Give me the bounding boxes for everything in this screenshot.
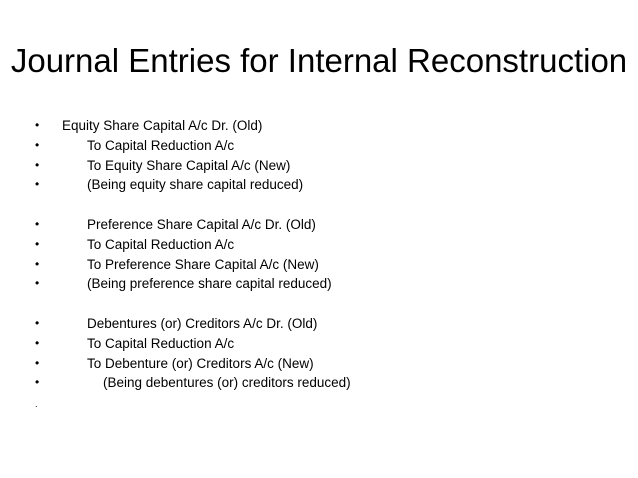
bullet-item (35, 373, 625, 393)
slide-title: Journal Entries for Internal Reconstruction (10, 42, 628, 79)
bullet-item (35, 116, 625, 136)
bullet-text: Equity Share Capital A/c Dr. (Old) (62, 118, 263, 133)
bullet-item (35, 136, 625, 156)
bullet-dot-icon: • (35, 335, 40, 350)
bullet-text: Preference Share Capital A/c Dr. (Old) (87, 216, 316, 232)
bullet-text: To Equity Share Capital A/c (New) (87, 157, 291, 173)
bullet-text: (Being equity share capital reduced) (87, 177, 304, 193)
bullet-dot-icon: • (35, 157, 40, 172)
bullet-text: To Capital Reduction A/c (87, 137, 235, 153)
bullet-dot-icon: • (35, 256, 40, 271)
bullet-dot-icon: • (35, 236, 40, 251)
bullet-item (35, 294, 625, 334)
bullet-text: Debentures (or) Creditors A/c Dr. (Old) (87, 315, 318, 331)
bullet-item (35, 255, 625, 275)
bullet-item (35, 274, 625, 294)
bullet-text: To Capital Reduction A/c (87, 236, 235, 252)
bullet-text: To Debenture (or) Creditors A/c (New) (87, 355, 314, 371)
bullet-item (35, 175, 625, 195)
bullet-dot-icon: • (35, 118, 40, 132)
bullet-dot-icon: • (35, 276, 40, 291)
bullet-item (35, 156, 625, 176)
bullet-text: To Capital Reduction A/c (87, 335, 235, 351)
bullet-text: To Preference Share Capital A/c (New) (87, 256, 319, 272)
bullet-text: (Being preference share capital reduced) (87, 276, 332, 292)
bullet-dot-icon: • (35, 216, 40, 231)
bullet-item (35, 354, 625, 374)
bullet-text: (Being debentures (or) creditors reduced) (103, 375, 351, 391)
bullet-dot-icon: • (35, 355, 40, 370)
bullet-dot-icon: • (35, 177, 40, 192)
bullet-item (35, 235, 625, 255)
bullet-dot-icon: • (35, 375, 40, 390)
bullet-dot-icon: • (35, 137, 40, 152)
bullet-list (35, 116, 625, 393)
bullet-item (35, 195, 625, 235)
bullet-dot-icon: • (35, 315, 40, 330)
bullet-item (35, 334, 625, 354)
trailing-mark: . (35, 399, 38, 409)
